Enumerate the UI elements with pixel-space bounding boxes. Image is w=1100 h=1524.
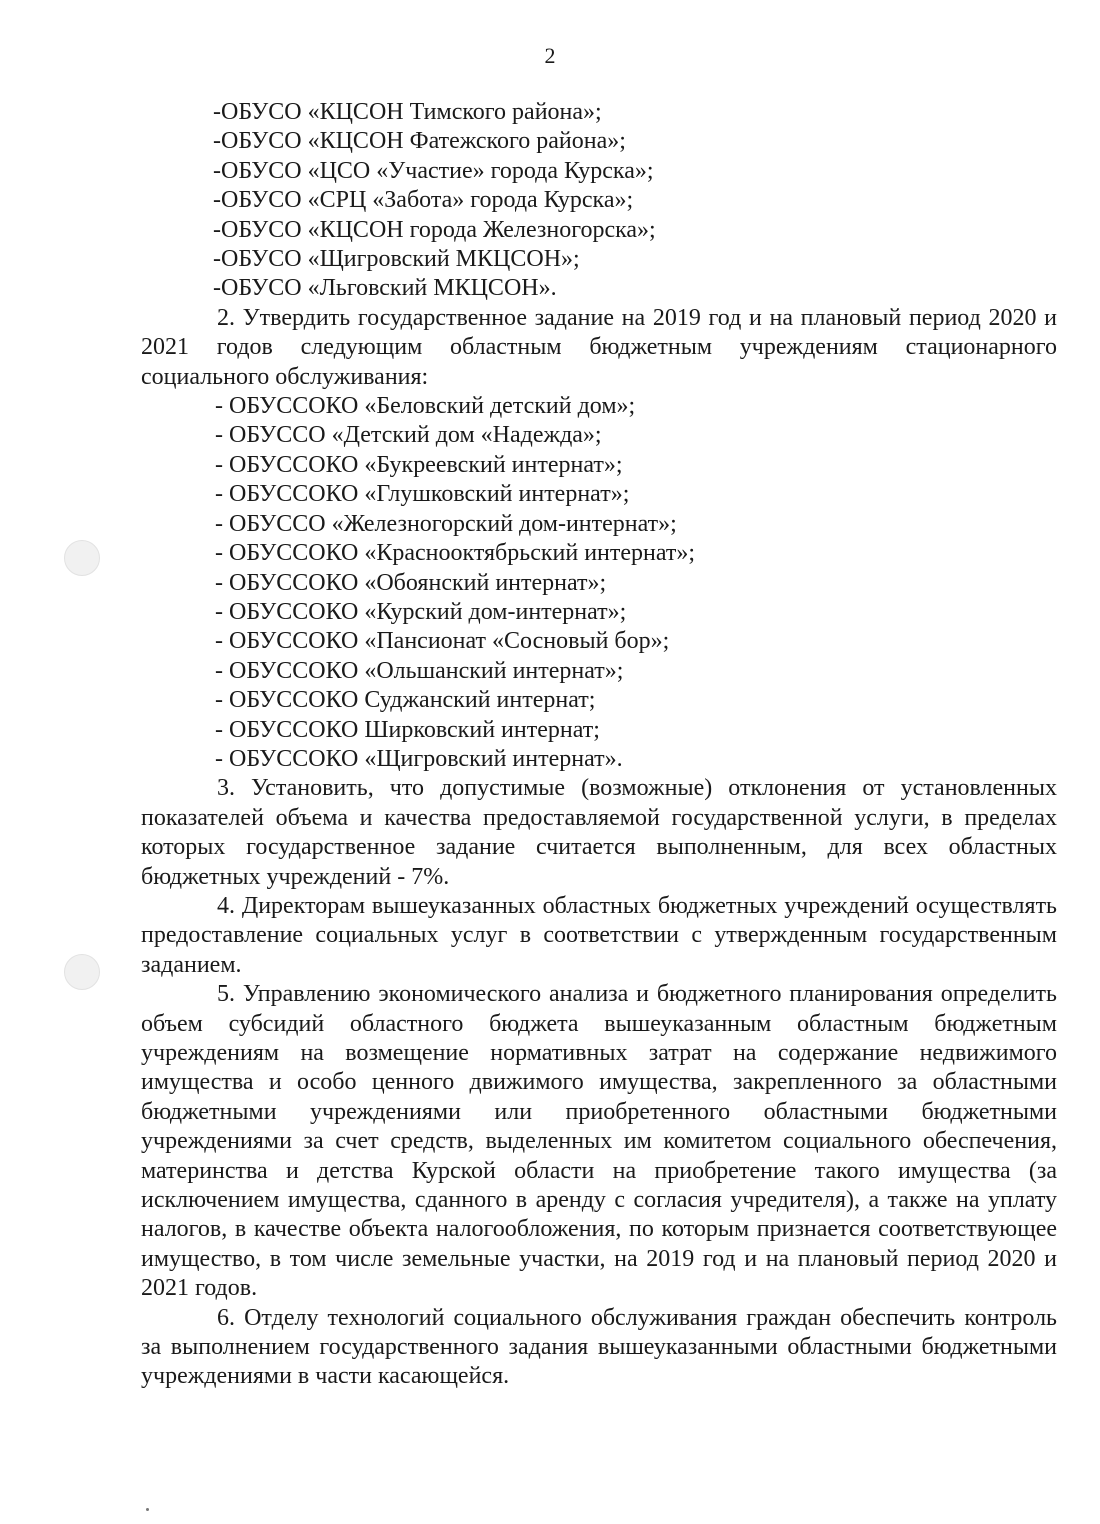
list-item: - ОБУССОКО «Щигровский интернат». xyxy=(215,745,623,772)
list-item: - ОБУССОКО «Букреевский интернат»; xyxy=(215,451,623,478)
list-item: -ОБУСО «КЦСОН Фатежского района»; xyxy=(213,128,626,155)
paragraph-4: 4. Директорам вышеуказанных областных бюджетных учреждений осуществлять предоставление социальных услуг в соответствии с утвержденным государственным заданием. xyxy=(141,892,1057,978)
punch-hole-bottom xyxy=(64,954,100,990)
paragraph-6: 6. Отделу технологий социального обслуживания граждан обеспечить контроль за выполнением государственного задания вышеуказанными областными бюджетными учреждениями в части касающейся. xyxy=(141,1304,1057,1390)
list-item: - ОБУССОКО «Глушковский интернат»; xyxy=(215,481,630,508)
punch-hole-top xyxy=(64,540,100,576)
scan-speck xyxy=(146,1508,149,1511)
document-body xyxy=(141,98,1057,1392)
list-item: - ОБУССОКО «Обоянский интернат»; xyxy=(215,569,607,596)
list-item: - ОБУССО «Детский дом «Надежда»; xyxy=(215,422,602,449)
paragraph-3: 3. Установить, что допустимые (возможные) отклонения от установленных показателей объема и качества предоставляемой государственной услуги, в пределах которых государственное задание считается выполненным, для всех областных бюджетных учреждений - 7%. xyxy=(141,775,1057,890)
first-institution-list xyxy=(141,98,1057,304)
list-item: - ОБУССОКО Суджанский интернат; xyxy=(215,687,596,714)
list-item: -ОБУСО «Щигровский МКЦСОН»; xyxy=(213,246,580,273)
list-item: -ОБУСО «ЦСО «Участие» города Курска»; xyxy=(213,157,654,184)
list-item: -ОБУСО «КЦСОН Тимского района»; xyxy=(213,99,602,125)
second-institution-list xyxy=(141,392,1057,774)
list-item: -ОБУСО «Льговский МКЦСОН». xyxy=(213,275,557,302)
list-item: - ОБУССОКО Ширковский интернат; xyxy=(215,716,600,743)
list-item: - ОБУССОКО «Курский дом-интернат»; xyxy=(215,598,627,625)
list-item: - ОБУССОКО «Краснооктябрьский интернат»; xyxy=(215,540,696,567)
list-item: - ОБУССОКО «Беловский детский дом»; xyxy=(215,393,636,420)
paragraph-5: 5. Управлению экономического анализа и бюджетного планирования определить объем субсидий областного бюджета вышеуказанным областным бюджетным учреждениям на возмещение нормативных затрат на содержание недвижимого имущества и особо ценного движимого имущества, закрепленного за областными бюджетными учреждениями или приобретенного областными бюджетными учреждениями за счет средств, выделенных им комитетом социального обеспечения, материнства и детства Курской области на приобретение такого имущества (за исключением имущества, сданного в аренду с согласия учредителя), а также на уплату налогов, в качестве объекта налогообложения, по которым признается соответствующее имущество, в том числе земельные участки, на 2019 год и на плановый период 2020 и 2021 годов. xyxy=(141,981,1057,1302)
list-item: -ОБУСО «КЦСОН города Железногорска»; xyxy=(213,216,656,243)
list-item: - ОБУССОКО «Ольшанский интернат»; xyxy=(215,657,624,684)
list-item: - ОБУССОКО «Пансионат «Сосновый бор»; xyxy=(215,628,670,655)
paragraph-2: 2. Утвердить государственное задание на 2019 год и на плановый период 2020 и 2021 годов следующим областным бюджетным учреждениям стационарного социального обслуживания: xyxy=(141,304,1057,390)
list-item: - ОБУССО «Железногорский дом-интернат»; xyxy=(215,510,677,537)
list-item: -ОБУСО «СРЦ «Забота» города Курска»; xyxy=(213,187,634,214)
page-number: 2 xyxy=(544,43,556,68)
